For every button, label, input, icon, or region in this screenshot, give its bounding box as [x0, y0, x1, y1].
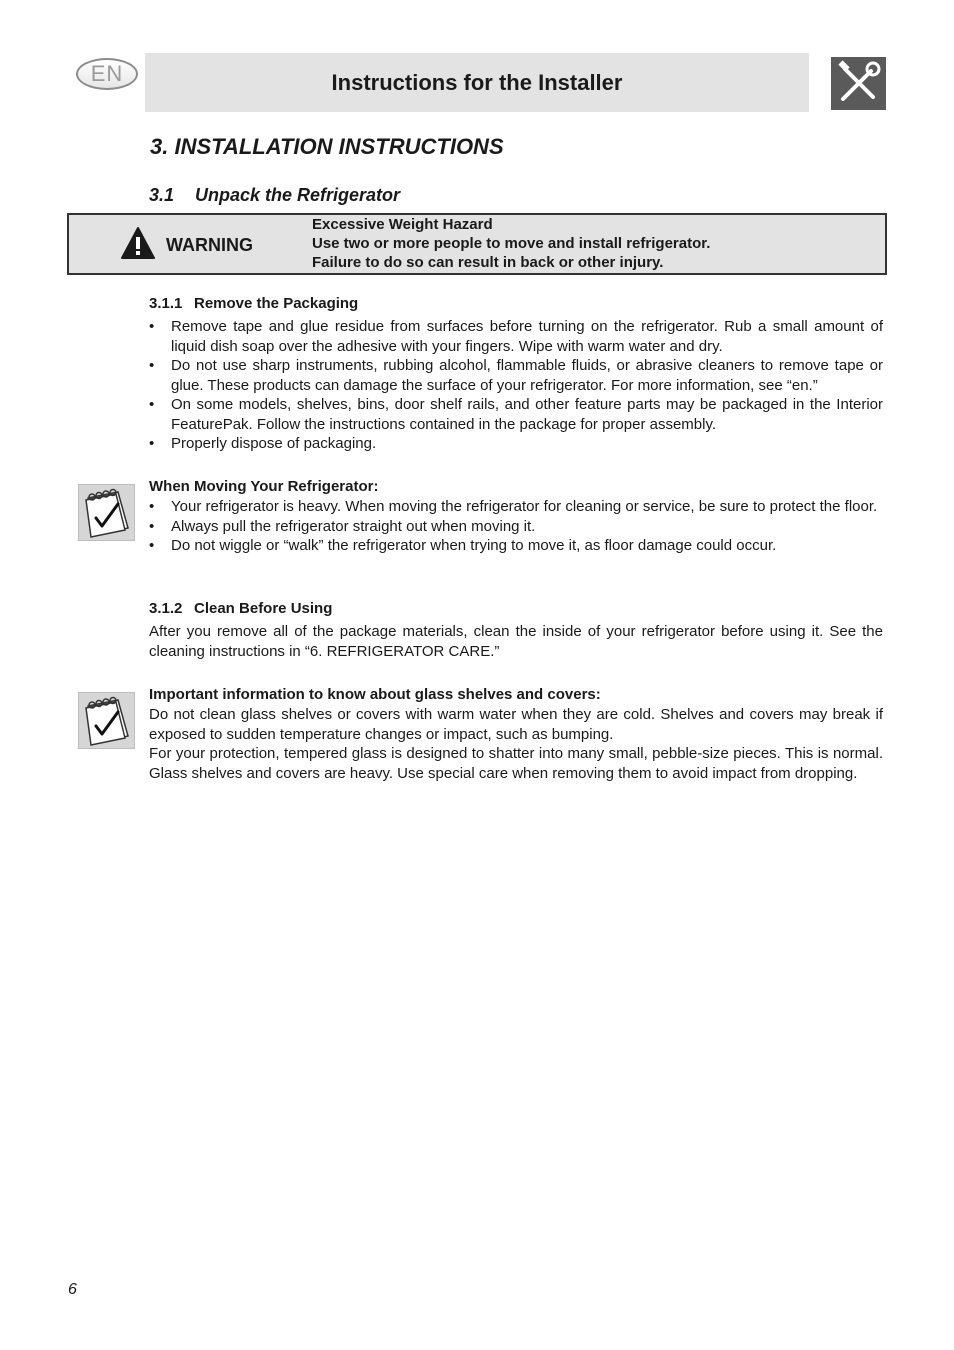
warning-label: WARNING	[166, 235, 253, 255]
warning-box	[67, 213, 887, 275]
note-icon	[78, 692, 135, 749]
moving-list	[149, 497, 883, 556]
subsection-number: 3.1	[149, 185, 175, 205]
glass-note-title: Important information to know about glass shelves and covers:	[149, 686, 601, 703]
subsection-title	[149, 185, 400, 206]
packaging-list	[149, 317, 883, 454]
warning-line: Use two or more people to move and install refrigerator.	[312, 235, 711, 252]
list-item: • Do not use sharp instruments, rubbing alcohol, flammable fluids, or abrasive cleaners to remove tape or glue. These products can damage the surface of your refrigerator. For more information, see “en.”	[149, 356, 883, 395]
packaging-heading	[149, 295, 358, 312]
language-badge	[76, 58, 138, 90]
packaging-number: 3.1.1	[149, 295, 183, 312]
clean-number: 3.1.2	[149, 600, 183, 617]
list-item: • Your refrigerator is heavy. When moving the refrigerator for cleaning or service, be sure to protect the floor.	[149, 497, 883, 517]
list-item: • Remove tape and glue residue from surfaces before turning on the refrigerator. Rub a small amount of liquid dish soap over the adhesive with your fingers. Wipe with warm water and dry.	[149, 317, 883, 356]
glass-note-paragraph: Do not clean glass shelves or covers with warm water when they are cold. Shelves and covers may break if exposed to sudden temperature changes or impact, such as bumping.	[149, 706, 883, 743]
packaging-title: Remove the Packaging	[194, 295, 359, 312]
subsection-title-text: Unpack the Refrigerator	[195, 185, 401, 205]
list-item: • Do not wiggle or “walk” the refrigerator when trying to move it, as floor damage could occur.	[149, 536, 883, 556]
page-number: 6	[68, 1281, 77, 1298]
warning-line: Failure to do so can result in back or other injury.	[312, 254, 664, 271]
moving-note-title: When Moving Your Refrigerator:	[149, 478, 379, 495]
clean-heading	[149, 600, 332, 617]
warning-triangle-icon	[120, 226, 156, 260]
warning-line: Excessive Weight Hazard	[312, 216, 493, 233]
language-label: EN	[90, 61, 124, 86]
note-icon	[78, 484, 135, 541]
header-bar	[145, 53, 809, 112]
glass-note-paragraph: For your protection, tempered glass is designed to shatter into many small, pebble-size pieces. This is normal. Glass shelves and covers are heavy. Use special care when removing them to avoid impact from dropping.	[149, 745, 883, 782]
list-item: • Properly dispose of packaging.	[149, 434, 883, 454]
list-item: • On some models, shelves, bins, door shelf rails, and other feature parts may be packaged in the Interior FeaturePak. Follow the instructions contained in the package for proper assembly.	[149, 395, 883, 434]
clean-text: After you remove all of the package materials, clean the inside of your refrigerator before using it. See the cleaning instructions in “6. REFRIGERATOR CARE.”	[149, 623, 883, 660]
section-title: 3. INSTALLATION INSTRUCTIONS	[150, 134, 504, 159]
tools-icon	[831, 57, 886, 110]
clean-title: Clean Before Using	[194, 600, 333, 617]
warning-text	[312, 215, 710, 272]
header-title: Instructions for the Installer	[331, 69, 623, 95]
list-item: • Always pull the refrigerator straight out when moving it.	[149, 517, 883, 537]
